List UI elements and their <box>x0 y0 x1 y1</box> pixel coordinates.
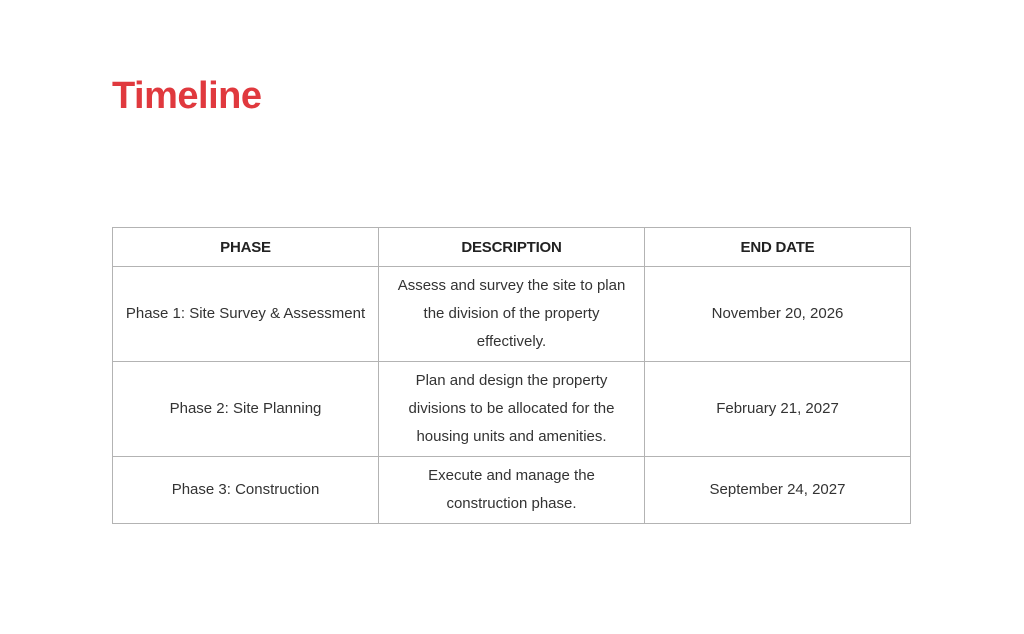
description-cell: Execute and manage the construction phase. <box>379 457 645 524</box>
column-header-end-date: END DATE <box>645 228 911 267</box>
phase-cell: Phase 2: Site Planning <box>113 362 379 457</box>
page-title: Timeline <box>112 75 262 117</box>
end-date-cell: February 21, 2027 <box>645 362 911 457</box>
phase-cell: Phase 3: Construction <box>113 457 379 524</box>
table-header <box>113 228 911 267</box>
end-date-cell: November 20, 2026 <box>645 267 911 362</box>
header-row <box>113 228 911 267</box>
description-cell: Plan and design the property divisions to be allocated for the housing units and amenities. <box>379 362 645 457</box>
table-row <box>113 267 911 362</box>
timeline-table <box>112 227 911 524</box>
end-date-cell: September 24, 2027 <box>645 457 911 524</box>
column-header-description: DESCRIPTION <box>379 228 645 267</box>
table-row <box>113 362 911 457</box>
table-row <box>113 457 911 524</box>
description-cell: Assess and survey the site to plan the division of the property effectively. <box>379 267 645 362</box>
phase-cell: Phase 1: Site Survey & Assessment <box>113 267 379 362</box>
column-header-phase: PHASE <box>113 228 379 267</box>
table-body <box>113 267 911 524</box>
